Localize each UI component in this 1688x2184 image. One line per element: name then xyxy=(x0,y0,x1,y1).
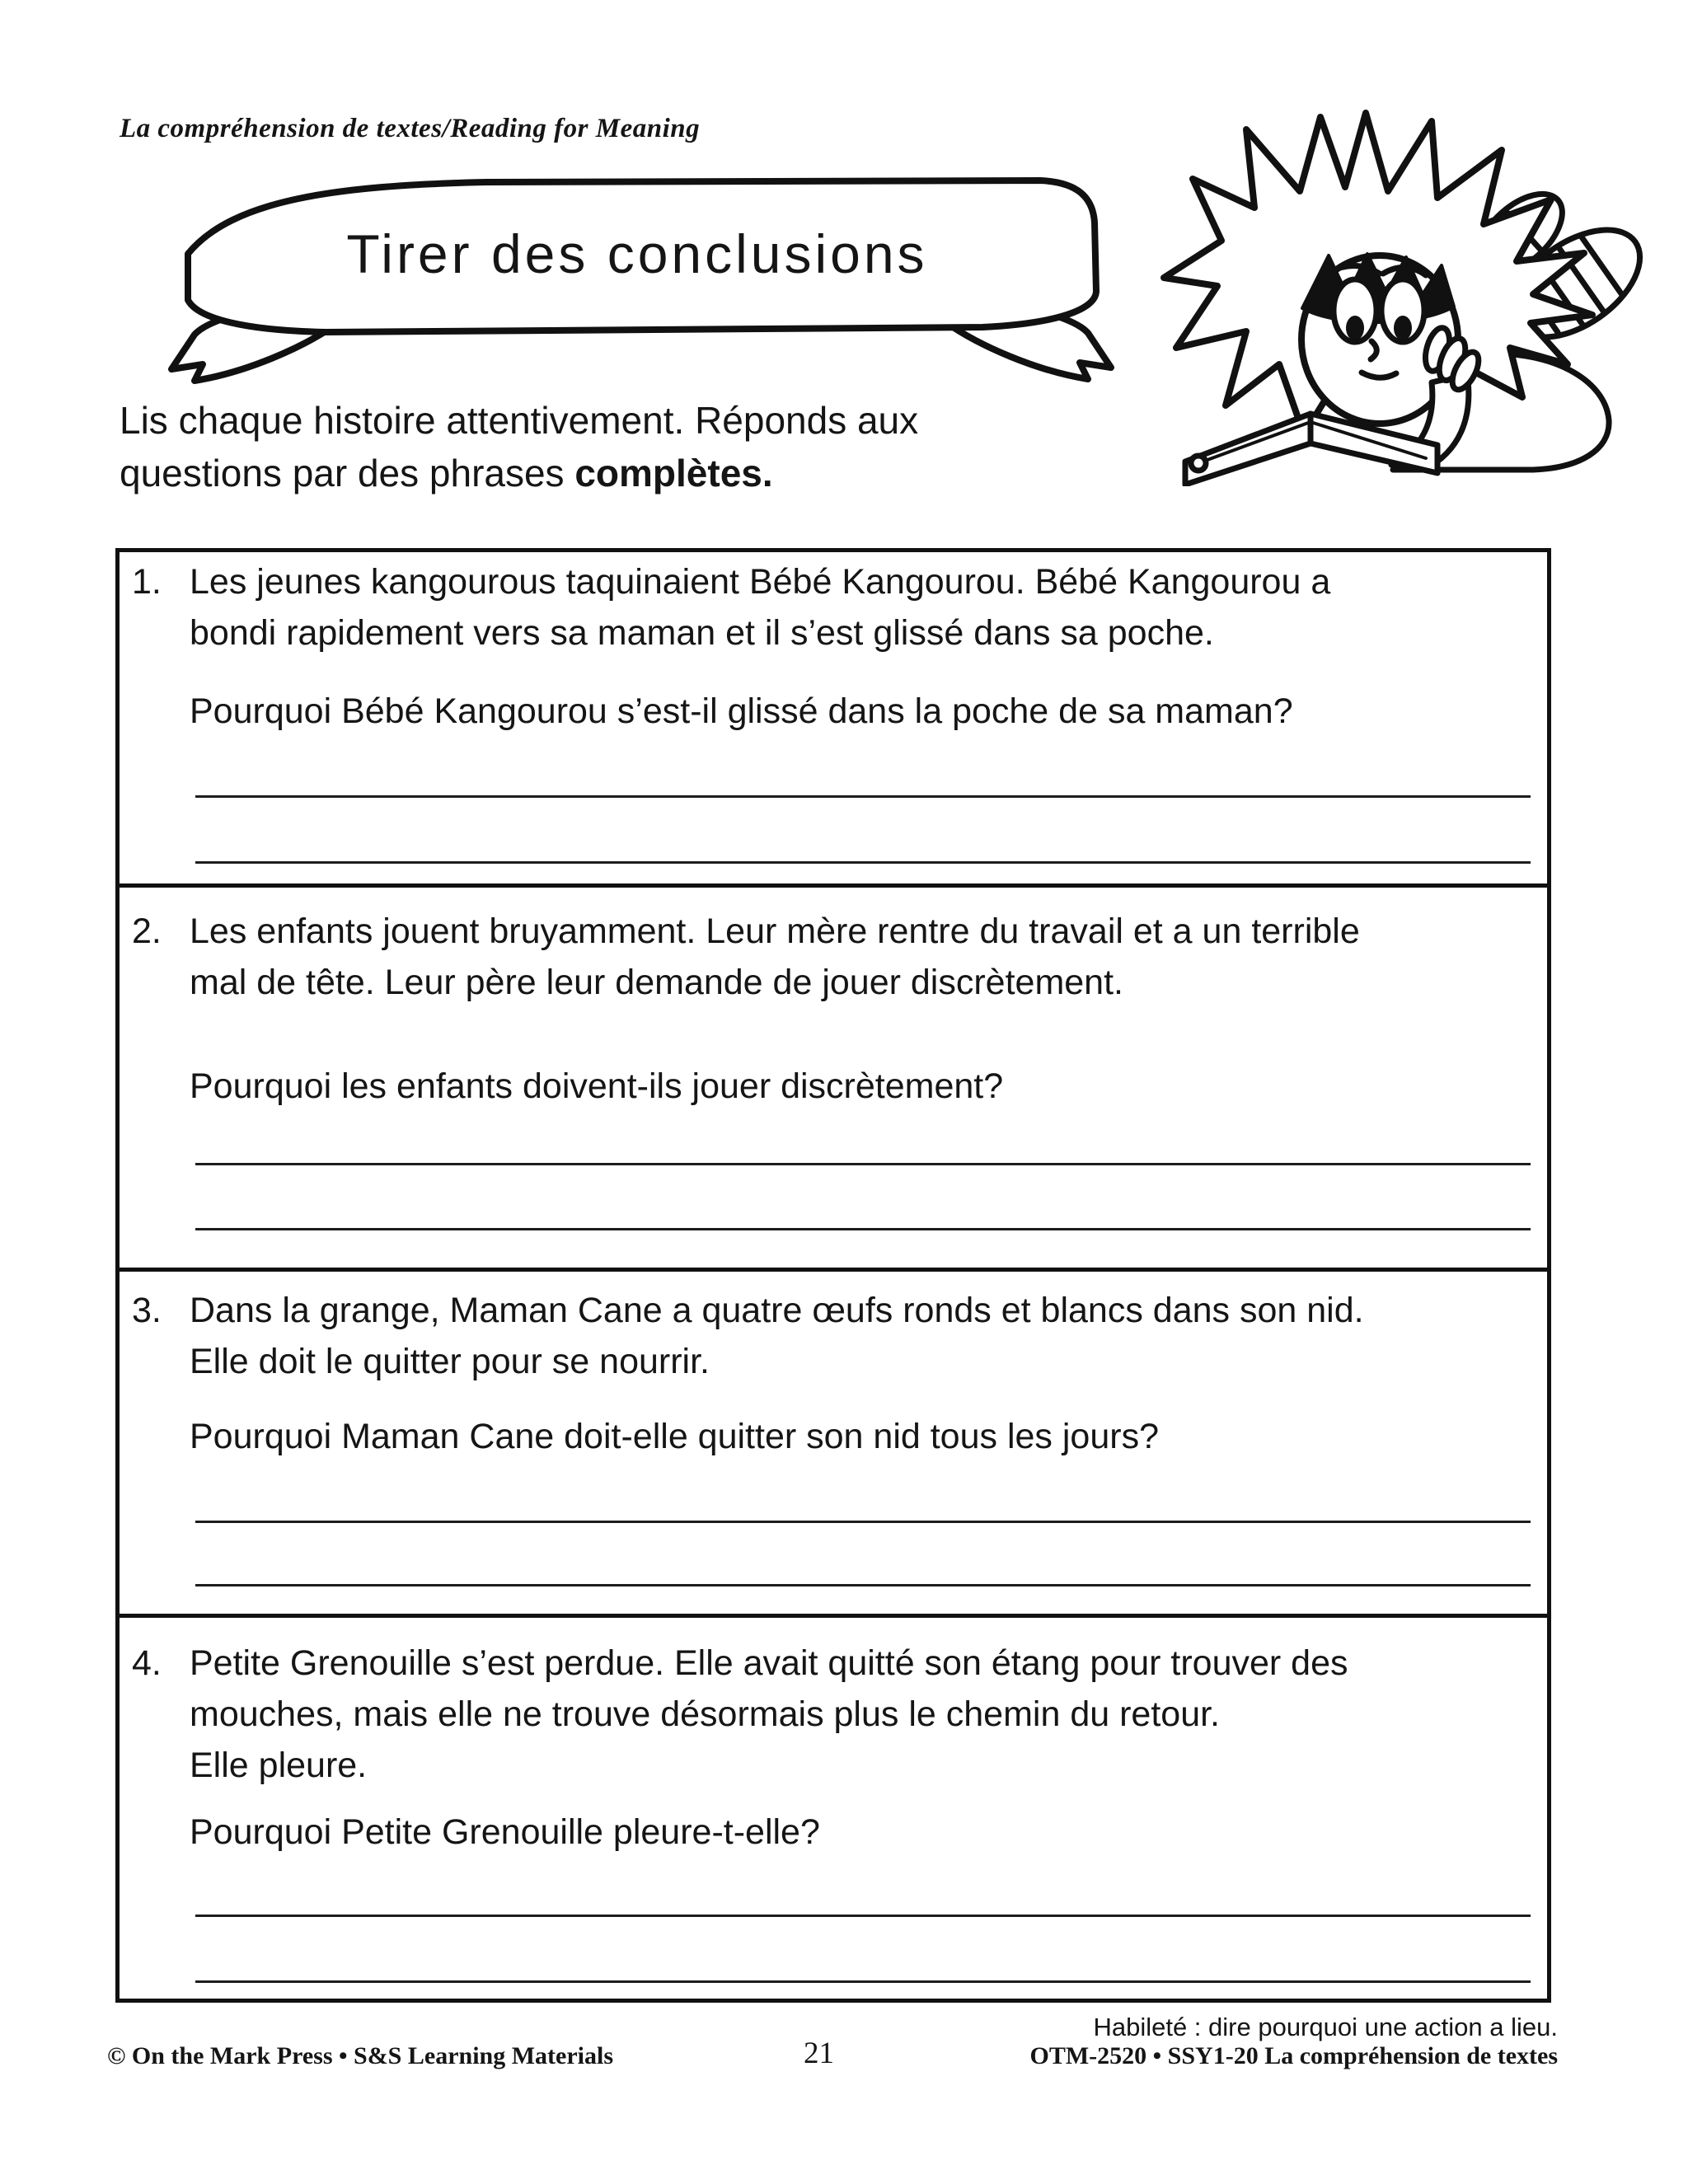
question-box-1 xyxy=(115,548,1551,888)
story-line: Elle pleure. xyxy=(190,1746,368,1785)
question-text: Pourquoi Maman Cane doit-elle quitter son nid tous les jours? xyxy=(190,1417,1159,1456)
instructions-line-2-prefix: questions par des phrases xyxy=(120,452,575,494)
instructions-text xyxy=(120,394,918,499)
question-number: 3. xyxy=(132,1291,162,1330)
answer-line[interactable] xyxy=(195,795,1531,798)
answer-line[interactable] xyxy=(195,1584,1531,1586)
story-line: mal de tête. Leur père leur demande de jouer discrètement. xyxy=(190,963,1123,1002)
question-text: Pourquoi les enfants doivent-ils jouer discrètement? xyxy=(190,1066,1004,1106)
story-line: Les jeunes kangourous taquinaient Bébé Kangourou. Bébé Kangourou a xyxy=(190,562,1331,602)
answer-line[interactable] xyxy=(195,1915,1531,1917)
footer-product-code: OTM-2520 • SSY1-20 La compréhension de textes xyxy=(1029,2042,1558,2069)
footer-page-number: 21 xyxy=(804,2036,834,2070)
title-banner xyxy=(155,171,1128,384)
instructions-line-1: Lis chaque histoire attentivement. Réponds aux xyxy=(120,399,919,442)
footer-copyright: © On the Mark Press • S&S Learning Materials xyxy=(107,2042,613,2069)
question-number: 2. xyxy=(132,912,162,951)
question-box-4 xyxy=(115,1614,1551,2003)
child-reading-icon xyxy=(1144,92,1678,486)
story-line: Petite Grenouille s’est perdue. Elle avait quitté son étang pour trouver des xyxy=(190,1643,1348,1683)
question-box-2 xyxy=(115,883,1551,1272)
instructions-line-2-bold: complètes. xyxy=(574,452,773,494)
page-title: Tirer des conclusions xyxy=(346,223,928,284)
story-line: bondi rapidement vers sa maman et il s’est glissé dans sa poche. xyxy=(190,613,1214,653)
child-reading-illustration xyxy=(1144,92,1678,486)
answer-line[interactable] xyxy=(195,1228,1531,1230)
question-text: Pourquoi Petite Grenouille pleure-t-elle? xyxy=(190,1812,820,1852)
question-number: 1. xyxy=(132,562,162,602)
story-line: Dans la grange, Maman Cane a quatre œufs ronds et blancs dans son nid. xyxy=(190,1291,1364,1330)
answer-line[interactable] xyxy=(195,1163,1531,1165)
instructions-line-2 xyxy=(120,447,918,499)
story-line: mouches, mais elle ne trouve désormais plus le chemin du retour. xyxy=(190,1694,1221,1734)
question-box-3 xyxy=(115,1268,1551,1618)
answer-line[interactable] xyxy=(195,1980,1531,1983)
footer-skill-label: Habileté : dire pourquoi une action a lieu. xyxy=(1093,2013,1558,2041)
question-text: Pourquoi Bébé Kangourou s’est-il glissé dans la poche de sa maman? xyxy=(190,691,1293,731)
page-header-label: La compréhension de textes/Reading for Meaning xyxy=(120,114,701,143)
story-line: Elle doit le quitter pour se nourrir. xyxy=(190,1342,710,1381)
answer-line[interactable] xyxy=(195,861,1531,864)
answer-line[interactable] xyxy=(195,1521,1531,1523)
question-number: 4. xyxy=(132,1643,162,1683)
story-line: Les enfants jouent bruyamment. Leur mère rentre du travail et a un terrible xyxy=(190,912,1360,951)
